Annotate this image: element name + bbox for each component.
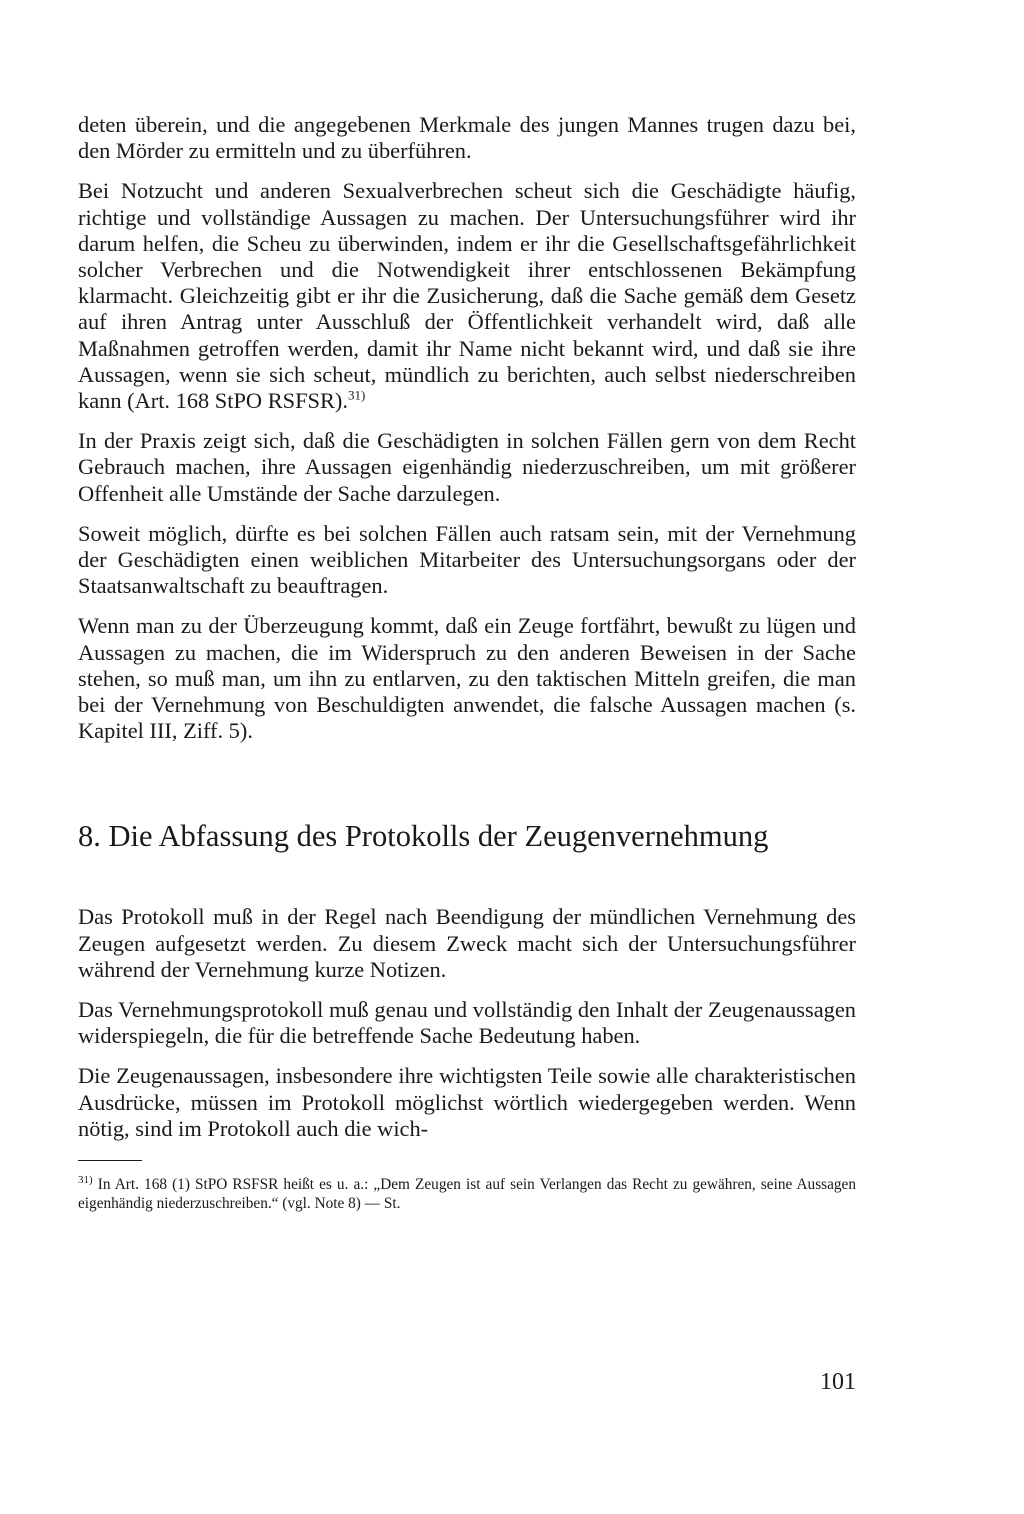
footnote-mark: 31) bbox=[78, 1174, 93, 1186]
footnote bbox=[78, 1175, 856, 1213]
paragraph-protocol-timing: Das Protokoll muß in der Regel nach Beendigung der mündlichen Vernehmung des Zeugen aufgesetzt werden. Zu diesem Zweck macht sich der Untersuchungsführer während der Vernehmung kurze Notizen. bbox=[78, 904, 856, 982]
footnote-divider bbox=[78, 1160, 142, 1161]
document-page bbox=[78, 112, 856, 1395]
footnote-text: In Art. 168 (1) StPO RSFSR heißt es u. a.: „Dem Zeugen ist auf sein Verlangen das Recht zu gewähren, seine Aussagen eigenhändig niederzuschreiben.“ (vgl. Note 8) — St. bbox=[78, 1176, 856, 1213]
paragraph-protocol-content: Das Vernehmungsprotokoll muß genau und vollständig den Inhalt der Zeugenaussagen widerspiegeln, die für die betreffende Sache Bedeutung haben. bbox=[78, 997, 856, 1049]
paragraph-female-staff: Soweit möglich, dürfte es bei solchen Fällen auch ratsam sein, mit der Vernehmung der Geschädigten einen weiblichen Mitarbeiter des Untersuchungsorgans oder der Staatsanwaltschaft zu beauftragen. bbox=[78, 520, 856, 599]
paragraph-continuation: deten überein, und die angegebenen Merkmale des jungen Mannes trugen dazu bei, den Mörder zu ermitteln und zu überführen. bbox=[78, 112, 856, 164]
page-number: 101 bbox=[820, 1369, 856, 1395]
paragraph-practice: In der Praxis zeigt sich, daß die Geschädigten in solchen Fällen gern von dem Recht Gebrauch machen, ihre Aussagen eigenhändig niederzuschreiben, um mit größerer Offenheit alle Umstände der Sache darzulegen. bbox=[78, 428, 856, 506]
footnote-reference[interactable]: 31) bbox=[347, 387, 366, 403]
paragraph-text: Bei Notzucht und anderen Sexualverbrechen scheut sich die Geschädigte häufig, richtige und vollständige Aussagen zu machen. Der Untersuchungsführer wird ihr darum helfen, die Scheu zu überwinden, indem er ihr die Gesellschaftsgefährlichkeit solcher Verbrechen und die Notwendigkeit ihrer entschlossenen Bekämpfung klarmacht. Gleichzeitig gibt er ihr die Zusicherung, daß die Sache gemäß dem Gesetz auf ihren Antrag unter Ausschluß der Öffentlichkeit verhandelt wird, daß alle Maßnahmen getroffen werden, damit ihr Name nicht bekannt wird, und daß sie ihre Aussagen, wenn sie sich scheut, mündlich zu berichten, auch selbst niederschreiben kann (Art. 168 StPO RSFSR). bbox=[78, 178, 856, 414]
paragraph-verbatim: Die Zeugenaussagen, insbesondere ihre wichtigsten Teile sowie alle charakteristischen Ausdrücke, müssen im Protokoll möglichst wörtlich wiedergegeben werden. Wenn nötig, sind im Protokoll auch die wich- bbox=[78, 1063, 856, 1141]
paragraph-sexual-offences bbox=[78, 178, 856, 414]
paragraph-lying-witness: Wenn man zu der Überzeugung kommt, daß ein Zeuge fortfährt, bewußt zu lügen und Aussagen zu machen, die im Widerspruch zu den anderen Beweisen in der Sache stehen, so muß man, um ihn zu entlarven, zu den taktischen Mitteln greifen, die man bei der Vernehmung von Beschuldigten anwendet, die falsche Aussagen machen (s. Kapitel III, Ziff. 5). bbox=[78, 613, 856, 744]
section-heading: 8. Die Abfassung des Protokolls der Zeugenvernehmung bbox=[78, 819, 769, 854]
